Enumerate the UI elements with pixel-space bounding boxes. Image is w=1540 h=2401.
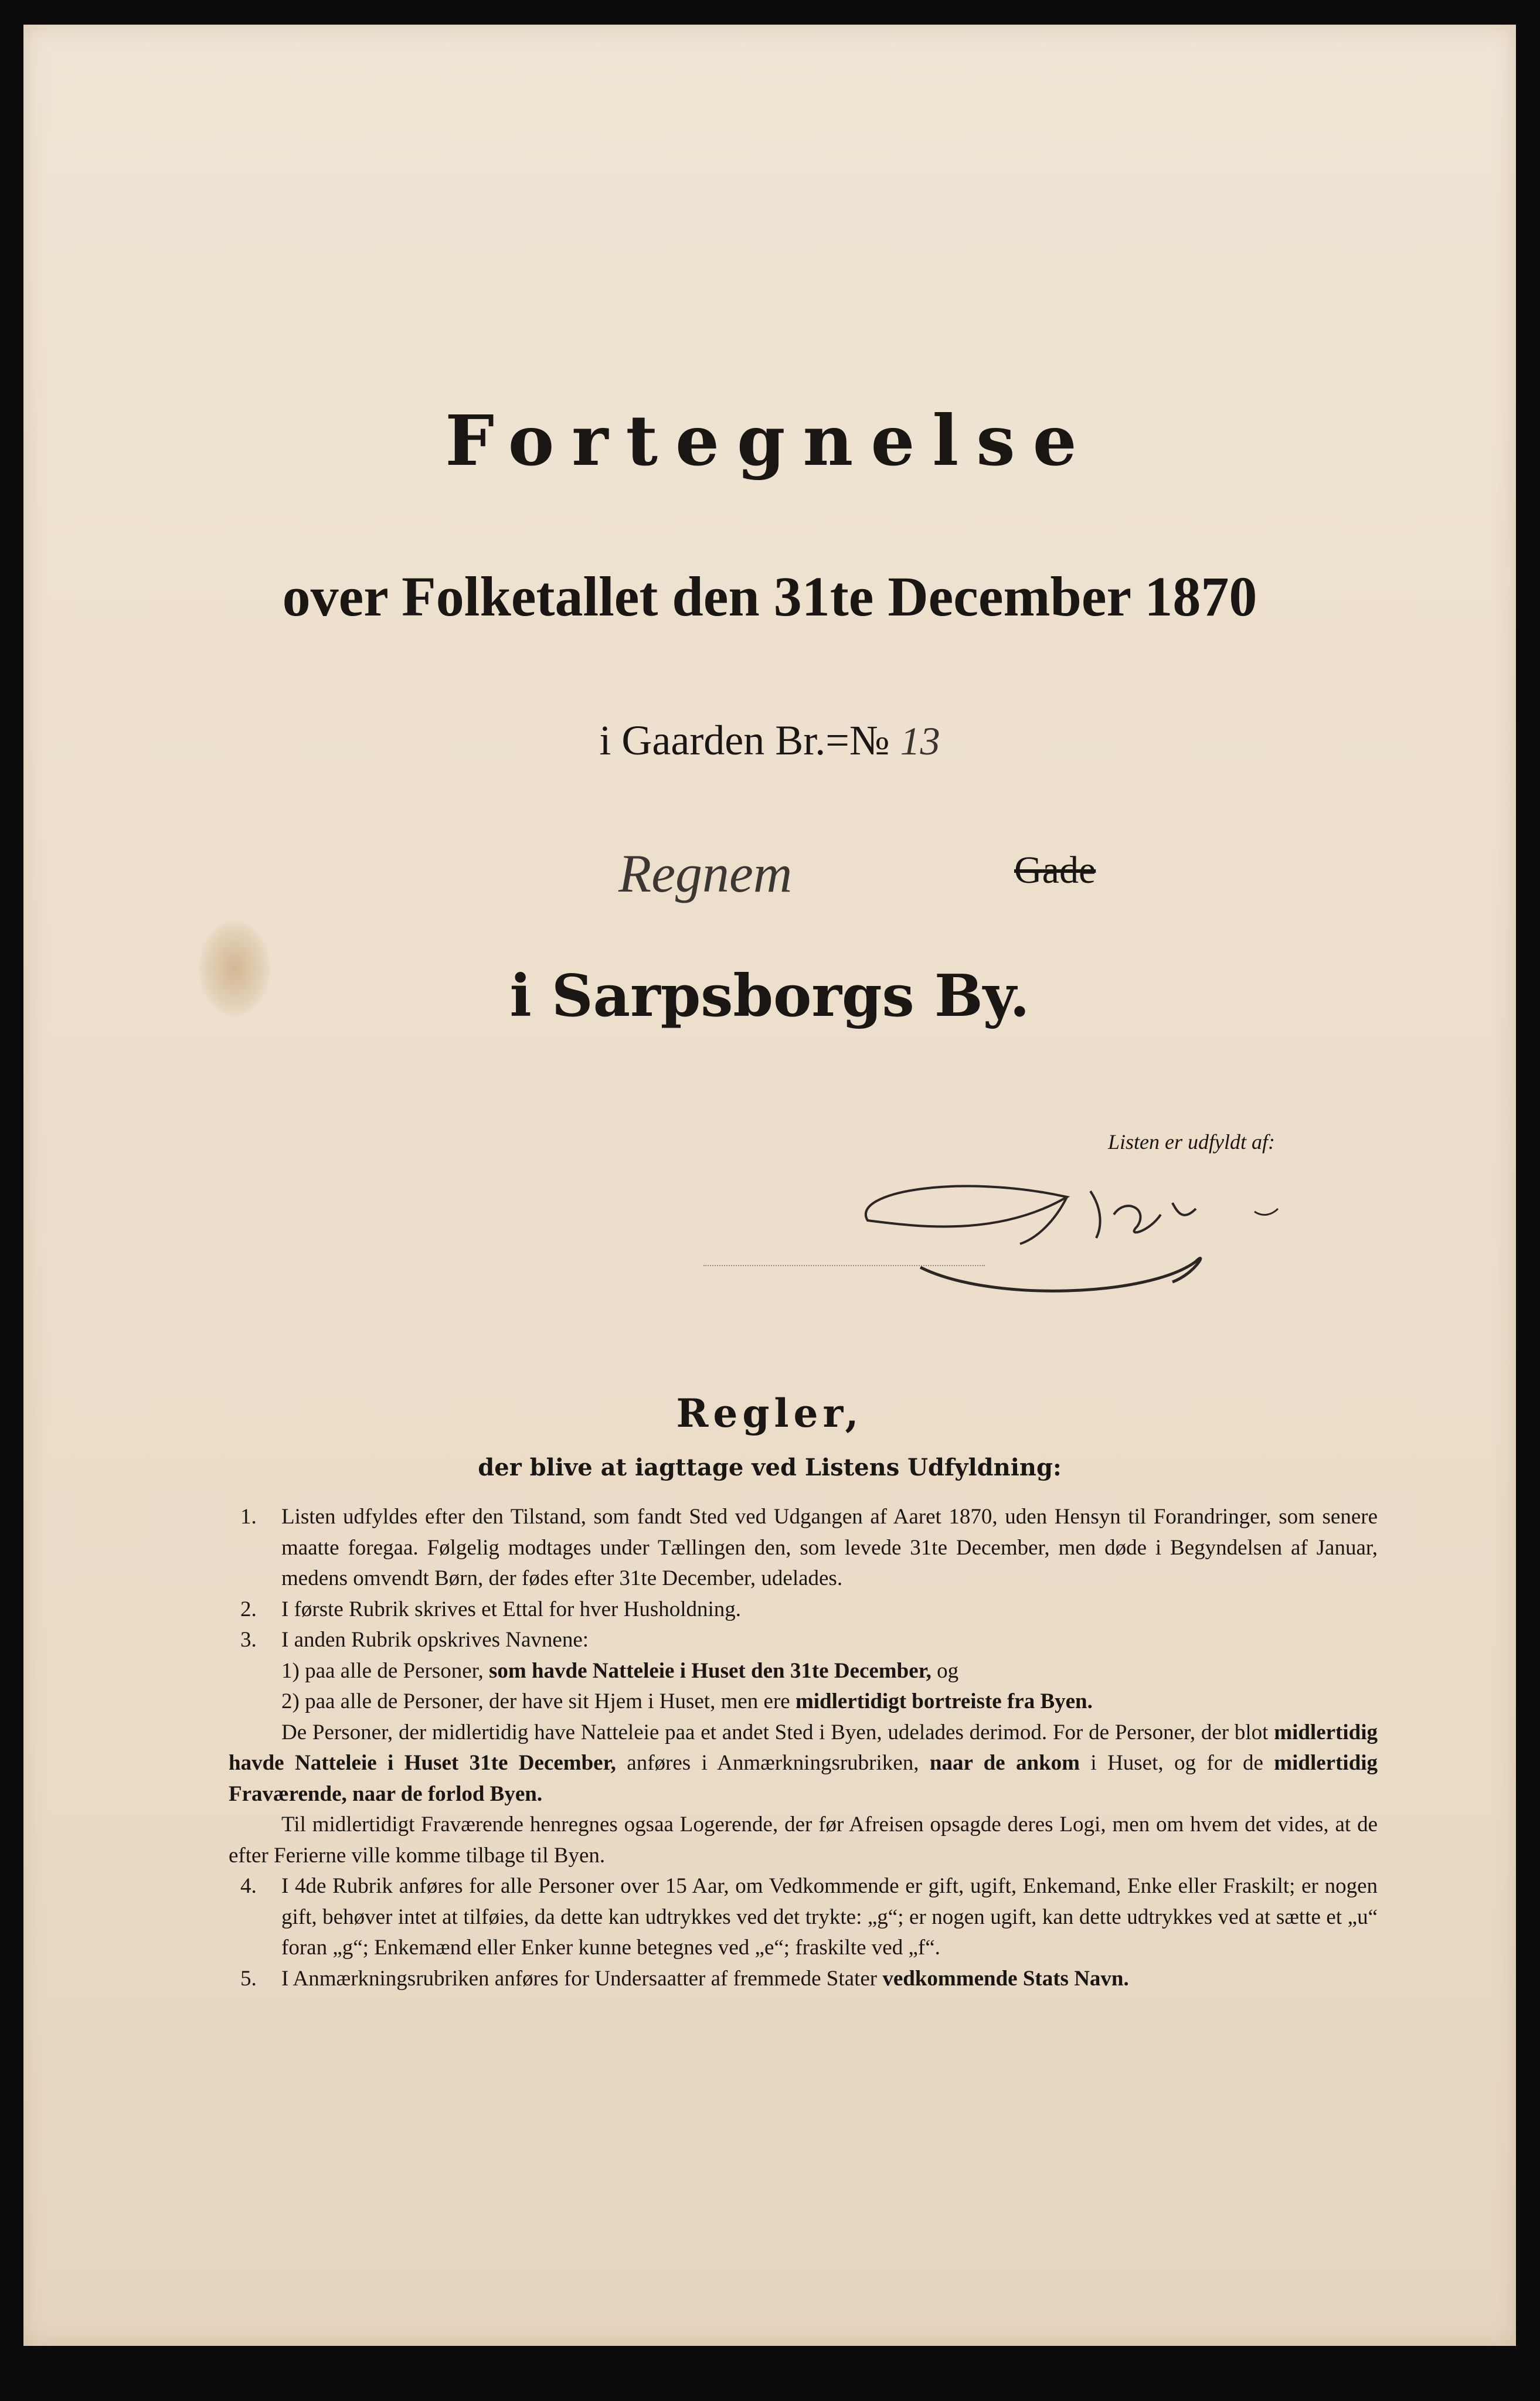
rule-item — [229, 1625, 1378, 1656]
town-line: i Sarpsborgs By. — [509, 963, 1030, 1030]
rule-paragraph — [229, 1810, 1378, 1871]
rule-text: I første Rubrik skrives et Ettal for hver Husholdning. — [281, 1597, 742, 1621]
rule-text: og — [937, 1658, 959, 1683]
gaarden-line — [23, 716, 1516, 765]
rule-text: anføres i Anmærkningsrubriken, — [627, 1751, 919, 1775]
census-form-page — [23, 25, 1516, 2346]
rules-heading: Regler, — [676, 1390, 864, 1436]
gaarden-label: i Gaarden Br.=№ — [599, 717, 890, 764]
street-printed-gade: Gade — [1014, 849, 1096, 892]
rule-text: De Personer, der midlertidig have Natteleie paa et andet Sted i Byen, udelades derimod. For de Personer, der blot — [281, 1720, 1269, 1744]
rule-paragraph — [229, 1718, 1378, 1810]
rule-text: I 4de Rubrik anføres for alle Personer over 15 Aar, om Vedkommende er gift, ugift, Enkemand, Enke eller Fraskilt; er nogen gift, behøver intet at tilføies, da dette kan udtrykkes ved det trykte: „g“; er nogen ugift, kan dette udtrykkes ved at sætte et „u“ foran „g“; Enkemænd eller Enker kunne betegnes ved „e“; fraskilte ved „f“. — [281, 1874, 1378, 1960]
form-title: Fortegnelse — [445, 400, 1094, 481]
rule-item — [229, 1964, 1378, 1995]
street-handwritten: Regnem — [618, 844, 793, 903]
rule-number: 1. — [240, 1505, 257, 1529]
rule-bold-text: naar de ankom — [929, 1751, 1080, 1775]
rule-number: 5. — [240, 1966, 257, 1991]
rule-bold-text: midlertidig Fraværende, naar de forlod Byen. — [229, 1751, 1378, 1806]
rule-text: Til midlertidigt Fraværende henregnes ogsaa Logerende, der før Afreisen opsagde deres Logi, men om hvem det vides, at de efter Ferierne ville komme tilbage til Byen. — [229, 1812, 1378, 1868]
rule-item — [229, 1594, 1378, 1625]
rule-bold-text: vedkommende Stats Navn. — [882, 1966, 1129, 1991]
form-subtitle: over Folketallet den 31te December 1870 — [282, 565, 1257, 628]
rule-item — [229, 1871, 1378, 1964]
rule-bold-text: midlertidigt bortreiste fra Byen. — [795, 1689, 1093, 1713]
filled-by-label: Listen er udfyldt af: — [1108, 1130, 1275, 1154]
rule-text: I anden Rubrik opskrives Navnene: — [281, 1628, 589, 1652]
rule-number: 4. — [240, 1874, 257, 1898]
gaarden-number: 13 — [900, 719, 940, 763]
rule-text: Listen udfyldes efter den Tilstand, som fandt Sted ved Udgangen af Aaret 1870, uden Hensyn til Forandringer, som senere maatte foregaa. Følgelig modtages under Tællingen den, som levede 31te December, men døde i Begyndelsen af Januar, medens omvendt Børn, der fødes efter 31te December, udelades. — [281, 1505, 1378, 1590]
handwritten-signature — [844, 1156, 1290, 1314]
signature-underline — [703, 1265, 985, 1266]
rule-text: 2) paa alle de Personer, der have sit Hjem i Huset, men ere — [281, 1689, 790, 1713]
rule-subitem — [229, 1686, 1378, 1718]
rule-subitem — [229, 1656, 1378, 1687]
rule-number: 3. — [240, 1628, 257, 1652]
rules-subheading: der blive at iagttage ved Listens Udfyldning: — [478, 1454, 1062, 1481]
rule-text: I Anmærkningsrubriken anføres for Undersaatter af fremmede Stater — [281, 1966, 878, 1991]
street-line — [23, 842, 1516, 901]
rule-number: 2. — [240, 1597, 257, 1621]
rule-item — [229, 1502, 1378, 1594]
rule-text: 1) paa alle de Personer, — [281, 1658, 484, 1683]
rules-list — [229, 1502, 1378, 1994]
rule-bold-text: som havde Natteleie i Huset den 31te December, — [488, 1658, 932, 1683]
rule-text: i Huset, og for de — [1090, 1751, 1263, 1775]
rule-bold-text: midlertidig havde Natteleie i Huset 31te December, — [229, 1720, 1378, 1775]
